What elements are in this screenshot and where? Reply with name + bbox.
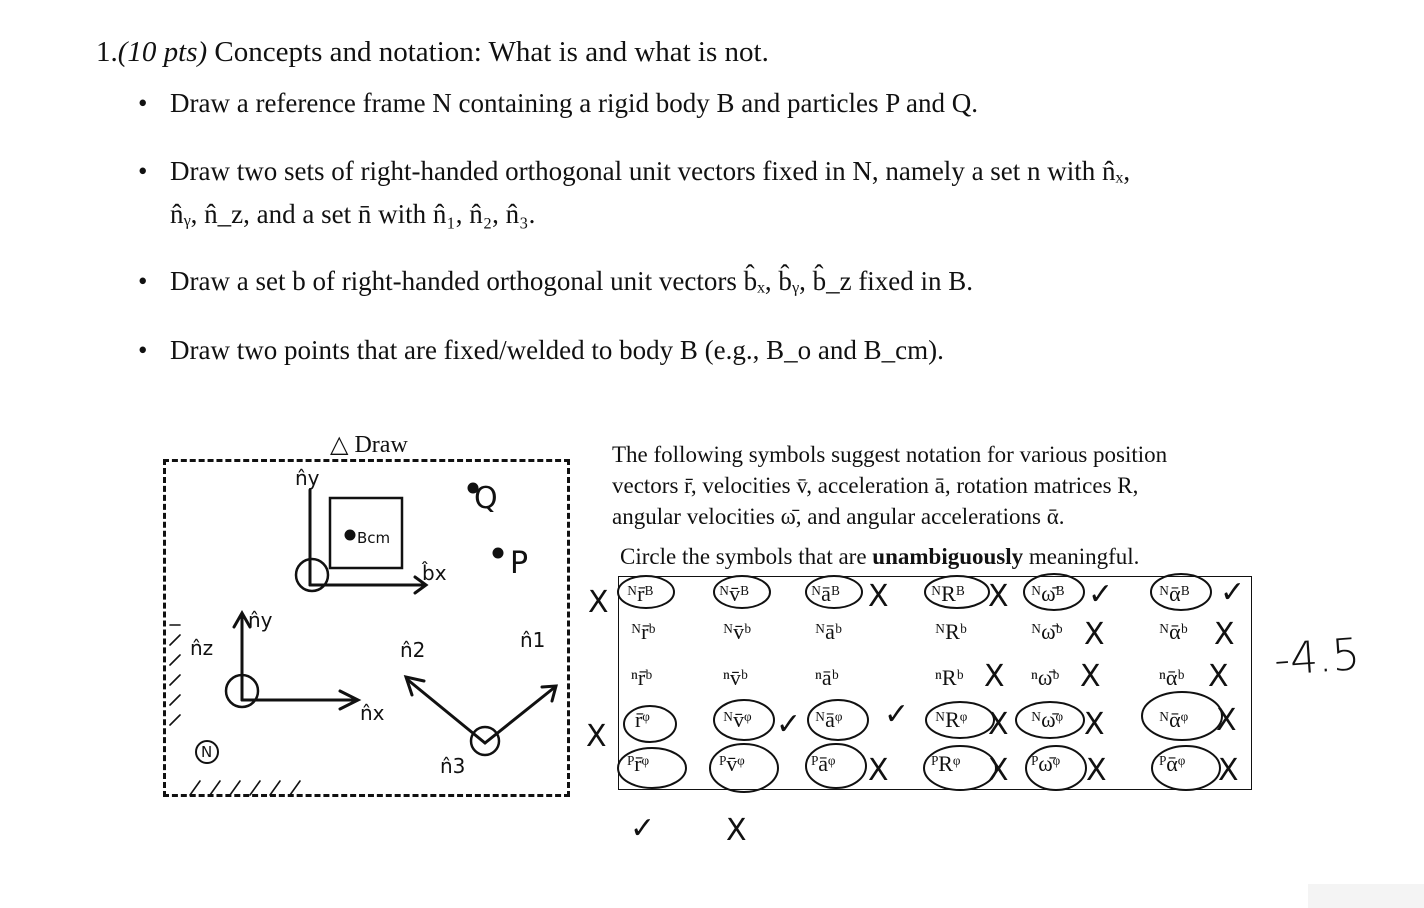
symbol-cell: ⁿRᵇ [935,665,964,690]
symbol-cell: ᴺv̄ᵇ [723,619,751,644]
symbol-cell: ᴺRᴮ [931,581,965,606]
bullet-2-text-line1: Draw two sets of right-handed orthogonal unit vectors fixed in N, namely a set n with n̂ₓ, [170,156,1131,186]
cross-mark: X [868,579,889,614]
symbol-cell: ᴺᾱᵇ [1159,619,1188,644]
particle-p-dot [494,549,502,557]
symbol-cell: ᴾᾱᵠ [1159,751,1186,776]
label-n-x: n̂x [360,701,385,725]
notation-line-2: vectors r̄, velocities v̄, acceleration ā, rotation matrices R, [612,473,1139,498]
problem-heading [96,36,769,69]
symbol-cell: ᴾRᵠ [931,751,961,776]
problem-title: Concepts and notation: What is and what is not. [214,36,769,68]
cross-mark: X [1216,703,1237,738]
label-bcm: Bcm [357,529,391,547]
circle-instruction: Circle the symbols that are unambiguously meaningful. [620,544,1140,569]
symbol-cell: ᴺω̄ᴮ [1031,581,1065,606]
problem-number: 1. [96,36,118,68]
symbol-cell: ᴺω̄ᵠ [1031,707,1064,732]
label-q: Q [474,481,498,516]
notation-line-1: The following symbols suggest notation for various position [612,442,1168,467]
cross-mark: X [1218,753,1239,788]
cross-mark: X [868,753,889,788]
check-mark: ✓ [1220,575,1246,610]
bullet-2-text-line2: n̂ᵧ, n̂_z, and a set n̄ with n̂₁, n̂₂, n̂₃. [170,199,536,229]
symbol-cell: ᴺᾱᴮ [1159,581,1190,606]
bullet-4-text: Draw two points that are fixed/welded to body B (e.g., B_o and B_cm). [170,335,944,365]
symbol-cell: ᴾāᵠ [811,751,836,776]
symbol-cell: ⁿv̄ᵇ [723,665,748,690]
cross-mark: X [586,719,607,754]
cross-mark: X [988,753,1009,788]
cross-mark: X [1086,753,1107,788]
student-sketch [150,425,590,825]
symbol-cell: ᴺRᵠ [935,707,968,732]
symbol-cell: ⁿr̄ᵇ [631,665,653,690]
check-mark: ✓ [630,811,656,846]
n1-axis [485,687,555,743]
symbol-cell: ⁿāᵇ [815,665,839,690]
point-bcm-dot [346,531,354,539]
scan-corner-shade [1308,884,1424,908]
symbol-cell: ⁿω̄ᵇ [1031,665,1060,690]
symbol-cell: ᴾω̄ᵠ [1031,751,1061,776]
label-p: P [510,546,529,581]
check-mark: ✓ [884,697,910,732]
notation-paragraph [612,439,1292,532]
label-n-y-top: n̂y [295,466,320,490]
bullet-dot: • [138,335,148,365]
triangle-icon: △ [330,432,349,458]
label-b-x: b̂x [422,561,447,585]
cross-mark: X [1214,617,1235,652]
label-n: N [201,743,213,761]
symbol-cell: ᴺv̄ᵠ [723,707,752,732]
score-mark: -4.5 [1272,629,1362,686]
symbol-cell: ᴺᾱᵠ [1159,707,1189,732]
draw-label: △ Draw [330,432,408,458]
label-n-2: n̂2 [400,638,426,662]
label-n-1: n̂1 [520,628,546,652]
cross-mark: X [1208,659,1229,694]
symbol-cell: r̄ᵠ [635,707,650,732]
symbol-cell: ᴺāᵠ [815,707,843,732]
cross-mark: X [1084,617,1105,652]
symbol-cell: ᴺω̄ᵇ [1031,619,1063,644]
bullet-dot: • [138,266,148,296]
n3-circle [471,727,499,755]
cross-mark: X [1084,707,1105,742]
symbol-cell: ᴾr̄ᵠ [627,751,649,776]
check-mark: ✓ [776,707,802,742]
symbol-table [618,576,1252,790]
cross-mark: X [988,579,1009,614]
cross-mark: X [984,659,1005,694]
cross-mark: X [588,585,609,620]
symbol-cell: ᴺāᵇ [815,619,842,644]
symbol-cell: ᴺv̄ᴮ [719,581,749,606]
bullet-dot: • [138,88,148,118]
label-n-3: n̂3 [440,754,466,778]
cross-mark: X [988,707,1009,742]
bullet-3-text: Draw a set b of right-handed orthogonal unit vectors b̂ₓ, b̂ᵧ, b̂_z fixed in B. [170,266,974,296]
bullet-dot: • [138,156,148,186]
label-n-z: n̂z [190,636,214,660]
ground-hatch-bottom [190,781,300,795]
symbol-cell: ᴺr̄ᴮ [627,581,654,606]
symbol-cell: ᴺr̄ᵇ [631,619,656,644]
symbol-cell: ᴾv̄ᵠ [719,751,745,776]
symbol-cell: ᴺRᵇ [935,619,967,644]
ground-hatch-left [170,625,180,725]
bullet-1-text: Draw a reference frame N containing a rigid body B and particles P and Q. [170,88,978,118]
symbol-cell: ⁿᾱᵇ [1159,665,1185,690]
notation-line-3: angular velocities ω̄, and angular accelerations ᾱ. [612,504,1065,529]
cross-mark: X [1080,659,1101,694]
symbol-cell: ᴺāᴮ [811,581,840,606]
check-mark: ✓ [1088,577,1114,612]
cross-mark: X [726,813,747,848]
problem-points: (10 pts) [117,36,208,68]
label-n-y: n̂y [248,608,273,632]
